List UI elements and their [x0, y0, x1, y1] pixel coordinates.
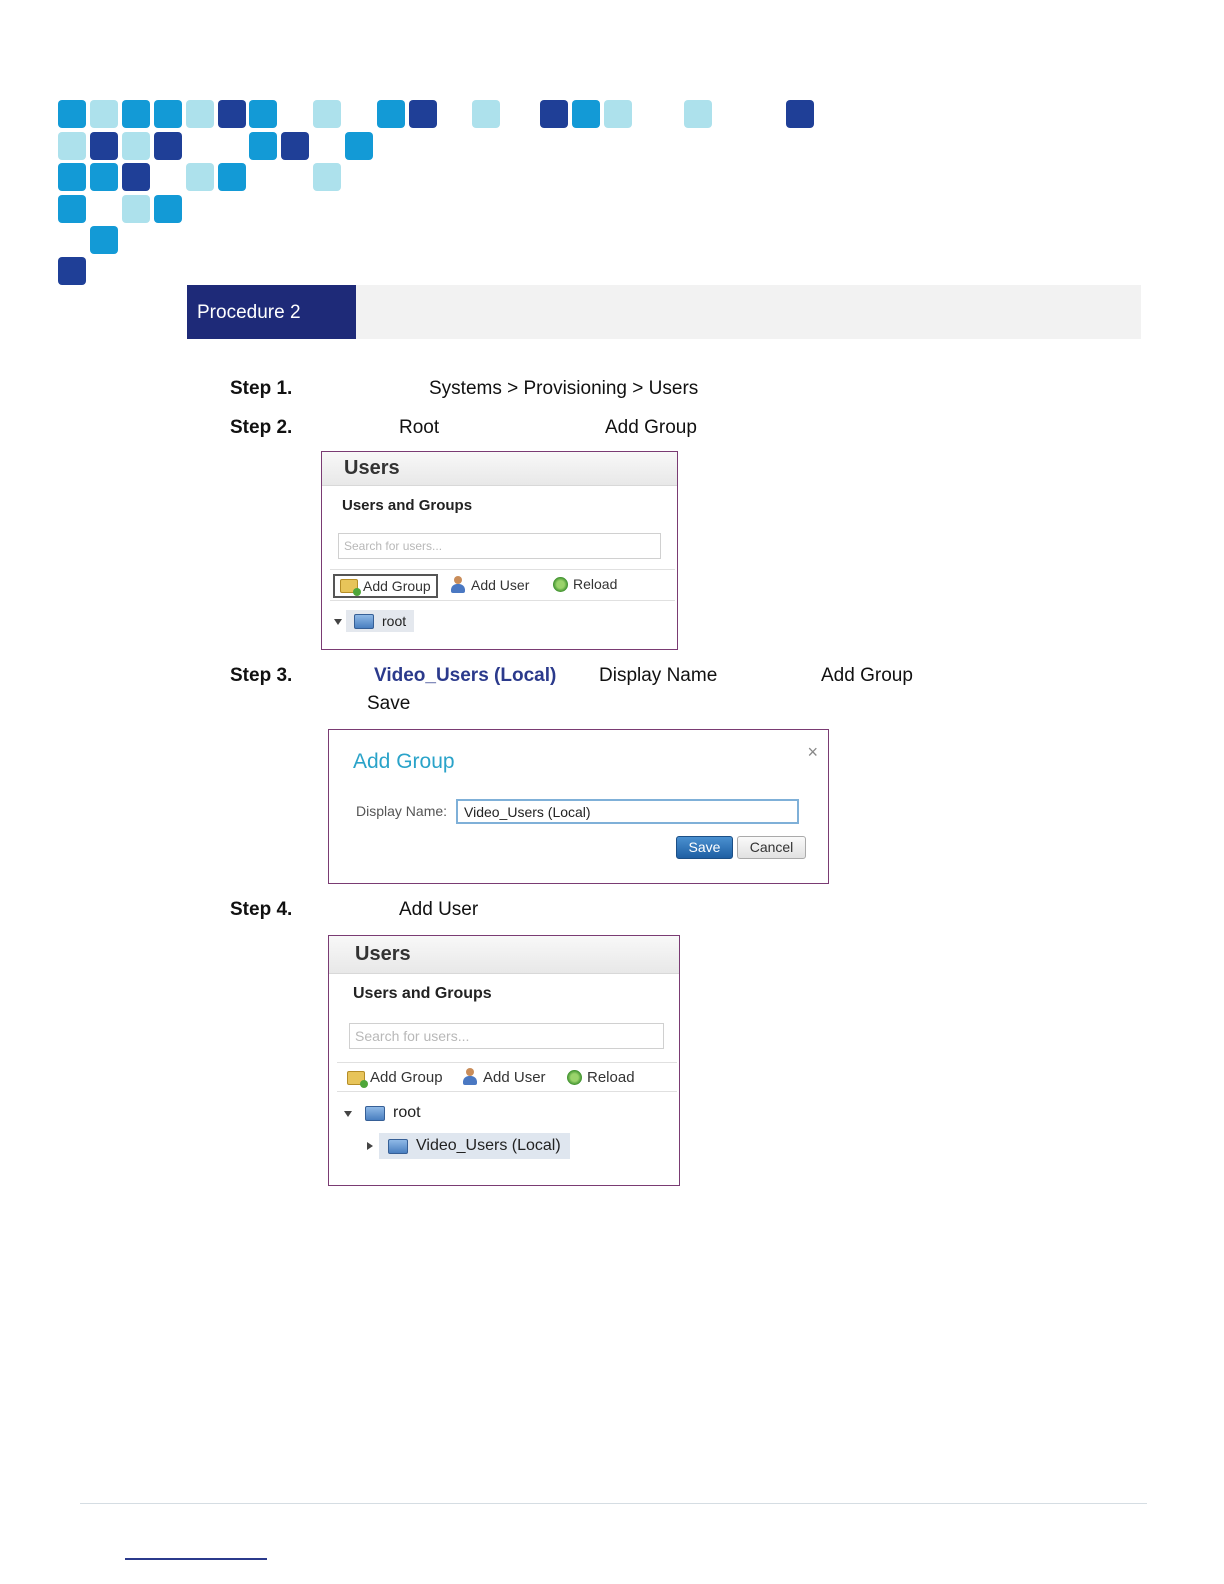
pattern-square [786, 100, 814, 128]
step-3-display-name: Display Name [599, 665, 718, 686]
reload-label: Reload [587, 1069, 635, 1086]
add-user-button[interactable] [450, 576, 529, 594]
expand-arrow-icon[interactable] [344, 1111, 352, 1117]
pattern-square [186, 163, 214, 191]
tree-child-video-users[interactable] [379, 1133, 570, 1159]
pattern-square [58, 163, 86, 191]
pattern-square [90, 132, 118, 160]
pattern-square [313, 163, 341, 191]
pattern-square [122, 132, 150, 160]
search-input[interactable]: Search for users... [349, 1023, 664, 1049]
cancel-button[interactable]: Cancel [737, 836, 806, 859]
display-name-label: Display Name: [356, 803, 448, 819]
folder-icon [354, 614, 374, 629]
reload-label: Reload [573, 576, 618, 592]
footer-divider [80, 1503, 1147, 1504]
add-group-label: Add Group [363, 578, 431, 594]
users-title: Users [344, 457, 400, 479]
add-group-label: Add Group [370, 1069, 443, 1086]
tree-child-label: Video_Users (Local) [416, 1137, 561, 1154]
pattern-square [218, 163, 246, 191]
reload-icon [567, 1070, 582, 1085]
step-2 [230, 417, 292, 439]
display-name-field[interactable]: Video_Users (Local) [456, 799, 799, 824]
pattern-square [249, 132, 277, 160]
dialog-title: Add Group [353, 750, 455, 773]
users-and-groups-heading: Users and Groups [353, 985, 492, 1002]
pattern-square [58, 257, 86, 285]
pattern-square [90, 100, 118, 128]
add-user-label: Add User [483, 1068, 546, 1086]
add-user-icon [462, 1068, 478, 1086]
add-group-dialog [328, 729, 829, 884]
tree-root[interactable] [346, 610, 414, 632]
add-user-icon [450, 576, 466, 594]
pattern-square [281, 132, 309, 160]
add-folder-icon [347, 1071, 365, 1085]
pattern-square [122, 195, 150, 223]
step-1 [230, 378, 292, 400]
toolbar [330, 569, 675, 601]
add-folder-icon [340, 579, 358, 593]
step-1-path: Systems > Provisioning > Users [429, 378, 699, 399]
reload-button[interactable] [553, 576, 617, 592]
pattern-square [377, 100, 405, 128]
step-2-root: Root [399, 417, 440, 438]
pattern-square [604, 100, 632, 128]
expand-arrow-icon[interactable] [334, 619, 342, 625]
add-user-label: Add User [471, 577, 530, 593]
pattern-square [154, 195, 182, 223]
pattern-square [154, 100, 182, 128]
add-user-button[interactable] [462, 1068, 546, 1086]
pattern-square [58, 100, 86, 128]
pattern-square [90, 226, 118, 254]
pattern-square [572, 100, 600, 128]
pattern-square [122, 163, 150, 191]
step-3 [230, 665, 292, 687]
save-button[interactable]: Save [676, 836, 733, 859]
step-4-add-user: Add User [399, 899, 479, 920]
step-3-add-group: Add Group [821, 665, 913, 686]
pattern-square [58, 132, 86, 160]
reload-icon [553, 577, 568, 592]
step-number: Step 3. [230, 665, 293, 686]
folder-icon [388, 1139, 408, 1154]
step-4 [230, 899, 292, 921]
step-3-save: Save [367, 693, 411, 714]
folder-icon [365, 1106, 385, 1121]
step-number: Step 1. [230, 378, 293, 399]
pattern-square [540, 100, 568, 128]
pattern-square [218, 100, 246, 128]
procedure-label: Procedure 2 [187, 285, 356, 339]
close-icon[interactable]: × [807, 742, 818, 762]
search-input[interactable]: Search for users... [338, 533, 661, 559]
collapse-arrow-icon[interactable] [367, 1142, 373, 1150]
step-number: Step 4. [230, 899, 293, 920]
footer-link-underline[interactable] [125, 1558, 267, 1560]
users-and-groups-heading: Users and Groups [342, 497, 473, 514]
pattern-square [472, 100, 500, 128]
pattern-square [58, 195, 86, 223]
pattern-square [409, 100, 437, 128]
step-number: Step 2. [230, 417, 293, 438]
reload-button[interactable] [567, 1069, 635, 1086]
toolbar [337, 1062, 677, 1092]
users-screenshot-2 [328, 935, 680, 1186]
tree-root-label: root [393, 1104, 421, 1121]
pattern-square [154, 132, 182, 160]
pattern-square [313, 100, 341, 128]
step-3-group-name: Video_Users (Local) [374, 665, 557, 686]
step-2-add-group: Add Group [605, 417, 697, 438]
pattern-square [345, 132, 373, 160]
add-group-button[interactable] [347, 1069, 443, 1086]
users-screenshot-1 [321, 451, 678, 650]
pattern-square [90, 163, 118, 191]
pattern-square [186, 100, 214, 128]
pattern-square [684, 100, 712, 128]
add-group-button[interactable] [333, 574, 438, 598]
pattern-square [249, 100, 277, 128]
tree-root-label: root [382, 613, 407, 629]
tree-root[interactable] [365, 1104, 421, 1122]
pattern-square [122, 100, 150, 128]
users-title: Users [355, 943, 411, 965]
